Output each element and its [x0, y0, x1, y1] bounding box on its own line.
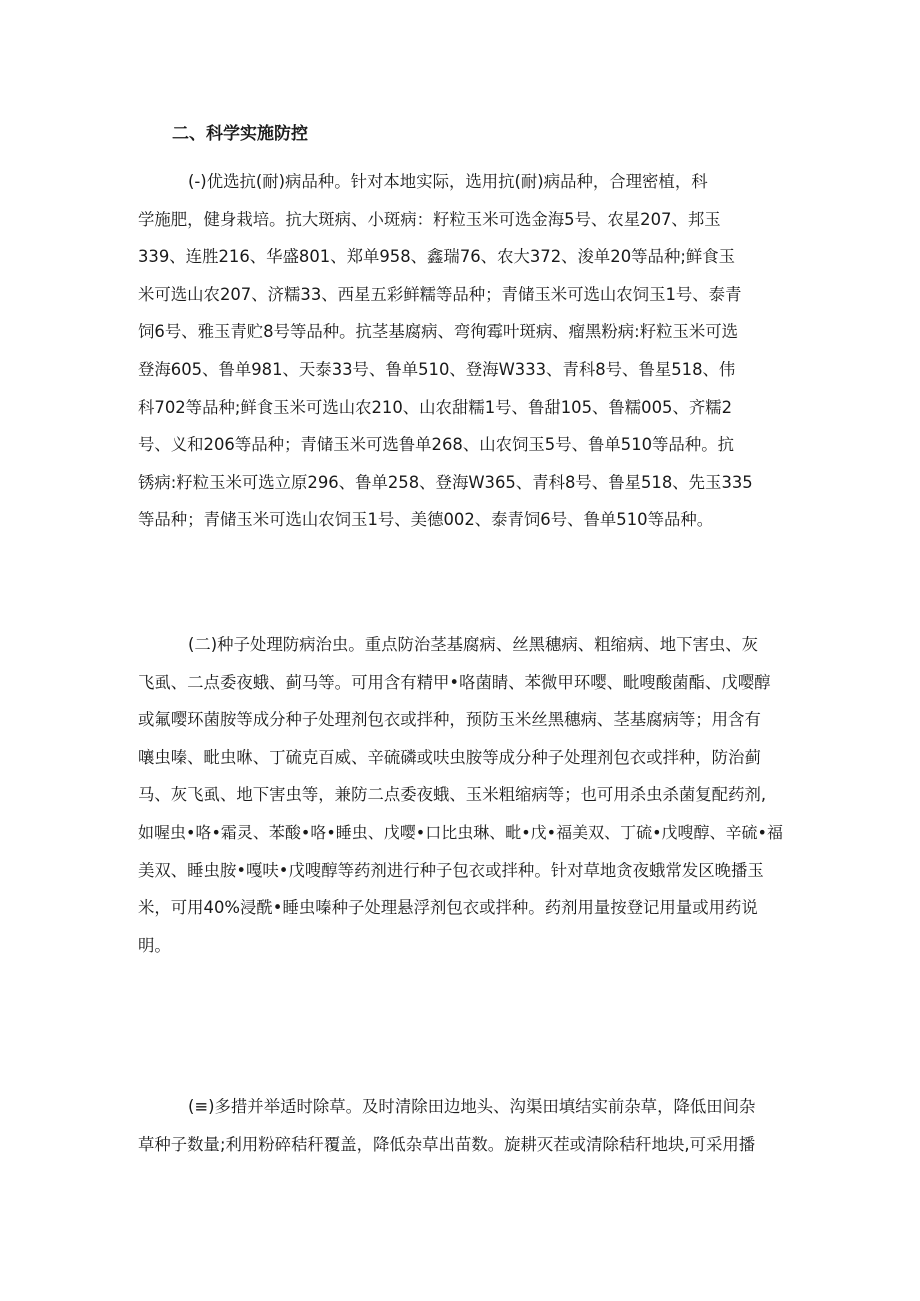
paragraph-line: 马、灰飞虱、地下害虫等，兼防二点委夜蛾、玉米粗缩病等；也可用杀虫杀菌复配药剂, — [138, 785, 767, 805]
paragraph-line: 如喔虫•咯•霜灵、苯酸•咯•睡虫、戊嘤•口比虫琳、毗•戊•福美双、丁硫•戊嗖醇、辛硫•福 — [138, 822, 783, 842]
paragraph-line: 美双、睡虫胺•嘎呋•戊嗖醇等药剂进行种子包衣或拌种。针对草地贪夜蛾常发区晚播玉 — [138, 860, 764, 880]
paragraph-line: 等品种；青储玉米可选山农饲玉1号、美德002、泰青饲6号、鲁单510等品种。 — [138, 510, 714, 530]
paragraph-resistant-varieties — [138, 163, 788, 539]
paragraph-line: 饲6号、雅玉青贮8号等品种。抗茎基腐病、弯徇霉叶斑病、瘤黑粉病:籽粒玉米可选 — [138, 322, 739, 342]
paragraph-line: 飞虱、二点委夜蛾、蓟马等。可用含有精甲•咯菌睛、苯微甲环嘤、毗嗖酸菌酯、戊嘤醇 — [138, 672, 771, 692]
paragraph-weed-control — [138, 1088, 788, 1163]
paragraph-line: 339、连胜216、华盛801、郑单958、鑫瑞76、农大372、浚单20等品种;鲜食玉 — [138, 247, 736, 267]
section-heading: 二、科学实施防控 — [172, 124, 308, 144]
paragraph-line: 米，可用40%浸酰•睡虫嗪种子处理悬浮剂包衣或拌种。药剂用量按登记用量或用药说 — [138, 898, 758, 918]
paragraph-line: (≡)多措并举适时除草。及时清除田边地头、沟渠田填结实前杂草，降低田间杂 — [188, 1097, 756, 1116]
paragraph-line: 米可选山农207、济糯33、西星五彩鲜糯等品种；青储玉米可选山农饲玉1号、泰青 — [138, 284, 742, 304]
paragraph-line: 锈病:籽粒玉米可选立原296、鲁单258、登海W365、青科8号、鲁星518、先玉335 — [138, 472, 753, 492]
paragraph-line: (二)种子处理防病治虫。重点防治茎基腐病、丝黑穗病、粗缩病、地下害虫、灰 — [188, 635, 759, 654]
paragraph-line: 登海605、鲁单981、天泰33号、鲁单510、登海W333、青科8号、鲁星518、伟 — [138, 359, 736, 379]
paragraph-line: 嚷虫嗪、毗虫咻、丁硫克百威、辛硫磷或呋虫胺等成分种子处理剂包衣或拌种，防治蓟 — [138, 747, 761, 767]
paragraph-line: 号、义和206等品种；青储玉米可选鲁单268、山农饲玉5号、鲁单510等品种。抗 — [138, 435, 734, 455]
paragraph-line: 草种子数量;利用粉碎秸秆覆盖，降低杂草出苗数。旋耕灭茬或清除秸秆地块,可采用播 — [138, 1134, 756, 1154]
paragraph-seed-treatment — [138, 626, 788, 964]
paragraph-line: (-)优选抗(耐)病品种。针对本地实际，选用抗(耐)病品种，合理密植，科 — [188, 172, 708, 191]
paragraph-line: 或氟嘤环菌胺等成分种子处理剂包衣或拌种，预防玉米丝黑穗病、茎基腐病等；用含有 — [138, 710, 761, 730]
paragraph-line: 科702等品种;鲜食玉米可选山农210、山农甜糯1号、鲁甜105、鲁糯005、齐糯2 — [138, 397, 733, 417]
paragraph-line: 学施肥，健身栽培。抗大斑病、小斑病：籽粒玉米可选金海5号、农星207、邦玉 — [138, 209, 721, 229]
paragraph-line: 明。 — [138, 935, 171, 955]
